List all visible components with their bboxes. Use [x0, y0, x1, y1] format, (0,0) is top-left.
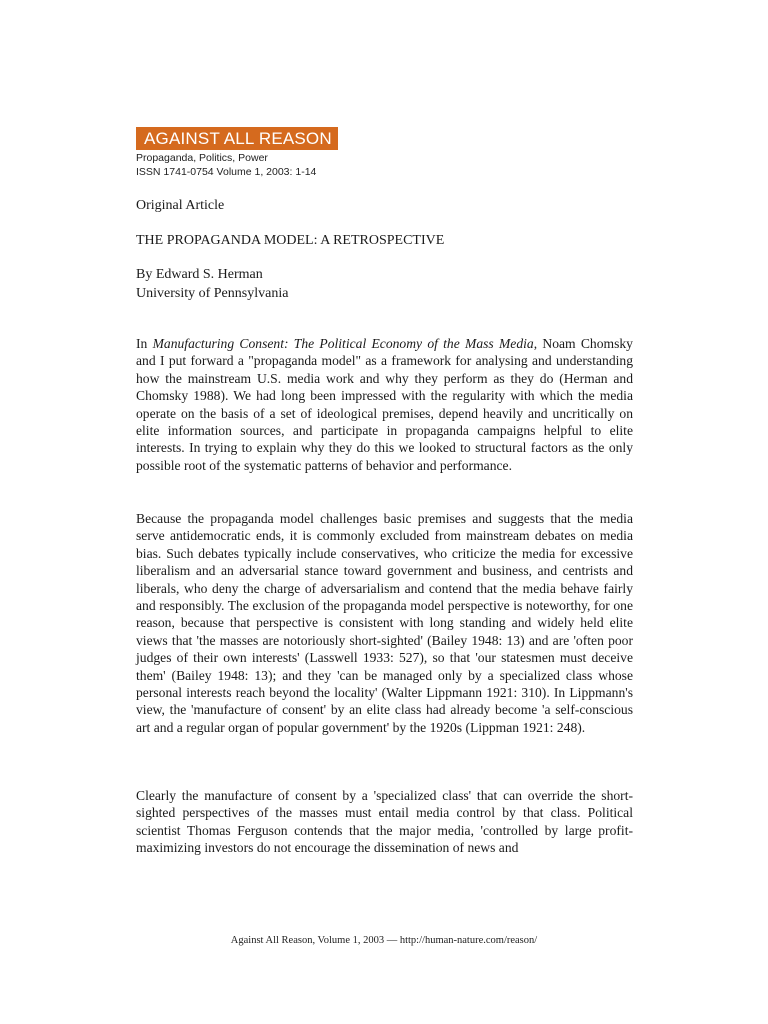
journal-title-banner: AGAINST ALL REASON	[136, 127, 338, 150]
paragraph-1	[136, 335, 633, 474]
article-title: THE PROPAGANDA MODEL: A RETROSPECTIVE	[136, 233, 445, 248]
book-title: Manufacturing Consent: The Political Economy of the Mass Media	[152, 336, 534, 351]
page-footer: Against All Reason, Volume 1, 2003 — http://human-nature.com/reason/	[230, 935, 538, 946]
paragraph-1-body: , Noam Chomsky and I put forward a "propaganda model" as a framework for analysing and understanding how the mainstream U.S. media work and why they perform as they do (Herman and Chomsky 1988). We had long been impressed with the regularity with which the media operate on the basis of a set of ideological premises, depend heavily and uncritically on elite information sources, and participate in propaganda campaigns helpful to elite interests. In trying to explain why they do this we looked to structural factors as the only possible root of the systematic patterns of behavior and performance.	[136, 336, 633, 473]
article-byline: By Edward S. Herman	[136, 267, 263, 282]
journal-issn: ISSN 1741-0754 Volume 1, 2003: 1-14	[136, 166, 317, 178]
article-affiliation: University of Pennsylvania	[136, 286, 289, 301]
paragraph-2: Because the propaganda model challenges basic premises and suggests that the media serve antidemocratic ends, it is commonly excluded from mainstream debates on media bias. Such debates typically include conservatives, who criticize the media for excessive liberalism and an adversarial stance toward government and business, and centrists and liberals, who deny the charge of adversarialism and contend that the media behave fairly and responsibly. The exclusion of the propaganda model perspective is noteworthy, for one reason, because that perspective is consistent with long standing and widely held elite views that 'the masses are notoriously short-sighted' (Bailey 1948: 13) and are 'often poor judges of their own interests' (Lasswell 1933: 527), so that 'our statesmen must deceive them' (Bailey 1948: 13); and they 'can be managed only by a specialized class whose personal interests reach beyond the locality' (Walter Lippmann 1921: 310). In Lippmann's view, the 'manufacture of consent' by an elite class had already become 'a self-conscious art and a regular organ of popular government' by the 1920s (Lippman 1921: 248).	[136, 511, 633, 735]
article-type: Original Article	[136, 198, 225, 213]
paragraph-1-lead: In	[136, 336, 153, 351]
paragraph-3: Clearly the manufacture of consent by a 'specialized class' that can override the short-sighted perspectives of the masses must entail media control by that class. Political scientist Thomas Ferguson contends that the major media, 'controlled by large profit-maximizing investors do not encourage the dissemination of news and	[136, 788, 633, 856]
journal-subtitle: Propaganda, Politics, Power	[136, 152, 268, 164]
